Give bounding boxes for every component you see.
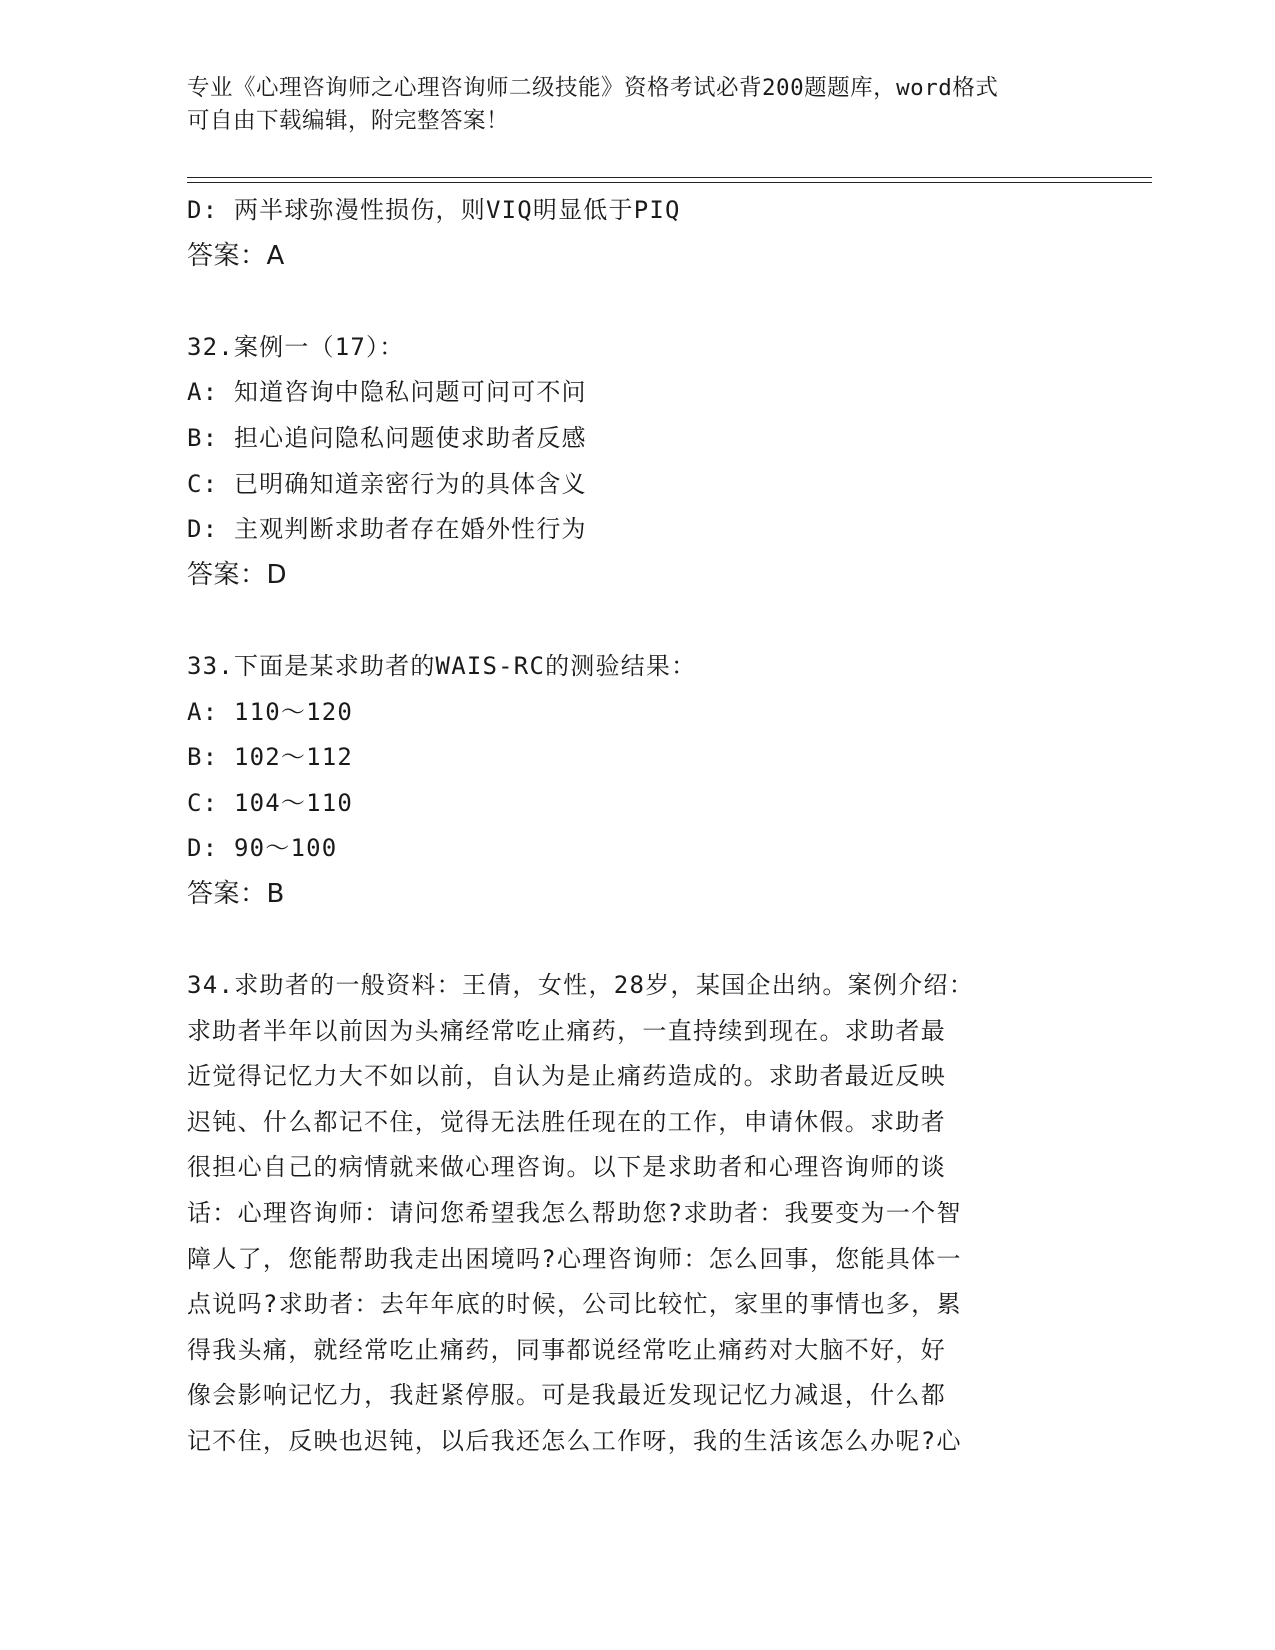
question-31 [187, 188, 1087, 279]
question-32 [187, 325, 1087, 599]
spacer [187, 279, 1087, 325]
option-c: C: 104～110 [187, 788, 354, 817]
option-d: D: 两半球弥漫性损伤，则VIQ明显低于PIQ [187, 196, 681, 224]
question-33 [187, 644, 1087, 918]
paragraph-line: 障人了，您能帮助我走出困境吗?心理咨询师：怎么回事，您能具体一 [187, 1244, 962, 1273]
answer-line: 答案：B [187, 878, 285, 909]
paragraph-line: 话：心理咨询师：请问您希望我怎么帮助您?求助者：我要变为一个智 [187, 1199, 962, 1228]
question-stem: 32.案例一（17）： [187, 332, 405, 361]
option-c: C: 已明确知道亲密行为的具体含义 [187, 469, 587, 498]
header-line-2: 可自由下载编辑，附完整答案！ [187, 108, 510, 134]
paragraph-line: 得我头痛，就经常吃止痛药，同事都说经常吃止痛药对大脑不好，好 [187, 1335, 946, 1364]
document-body [187, 188, 1087, 1465]
paragraph-line: 记不住，反映也迟钝，以后我还怎么工作呀，我的生活该怎么办呢?心 [187, 1427, 962, 1456]
document-header [187, 72, 1067, 138]
paragraph-line: 近觉得记忆力大不如以前，自认为是止痛药造成的。求助者最近反映 [187, 1062, 946, 1091]
header-rule-bottom [187, 182, 1152, 183]
paragraph-line: 很担心自己的病情就来做心理咨询。以下是求助者和心理咨询师的谈 [187, 1153, 946, 1182]
option-a: A: 知道咨询中隐私问题可问可不问 [187, 378, 587, 407]
paragraph-line: 点说吗?求助者：去年年底的时候，公司比较忙，家里的事情也多，累 [187, 1290, 962, 1319]
header-rule-top [187, 177, 1152, 178]
spacer [187, 918, 1087, 964]
answer-line: 答案：D [187, 559, 288, 590]
question-stem: 33.下面是某求助者的WAIS-RC的测验结果： [187, 651, 697, 680]
answer-line: 答案：A [187, 240, 285, 271]
paragraph-line: 像会影响记忆力，我赶紧停服。可是我最近发现记忆力减退，什么都 [187, 1381, 946, 1410]
header-line-1: 专业《心理咨询师之心理咨询师二级技能》资格考试必背200题题库，word格式 [187, 75, 999, 101]
paragraph-line: 34.求助者的一般资料：王倩，女性，28岁，某国企出纳。案例介绍： [187, 971, 975, 1000]
option-b: B: 担心追问隐私问题使求助者反感 [187, 423, 587, 452]
option-d: D: 90～100 [187, 834, 338, 863]
option-a: A: 110～120 [187, 697, 354, 726]
question-34 [187, 963, 1067, 1465]
spacer [187, 598, 1087, 644]
paragraph-line: 迟钝、什么都记不住，觉得无法胜任现在的工作，申请休假。求助者 [187, 1107, 946, 1136]
option-b: B: 102～112 [187, 743, 354, 772]
option-d: D: 主观判断求助者存在婚外性行为 [187, 515, 587, 544]
paragraph-line: 求助者半年以前因为头痛经常吃止痛药，一直持续到现在。求助者最 [187, 1016, 946, 1045]
